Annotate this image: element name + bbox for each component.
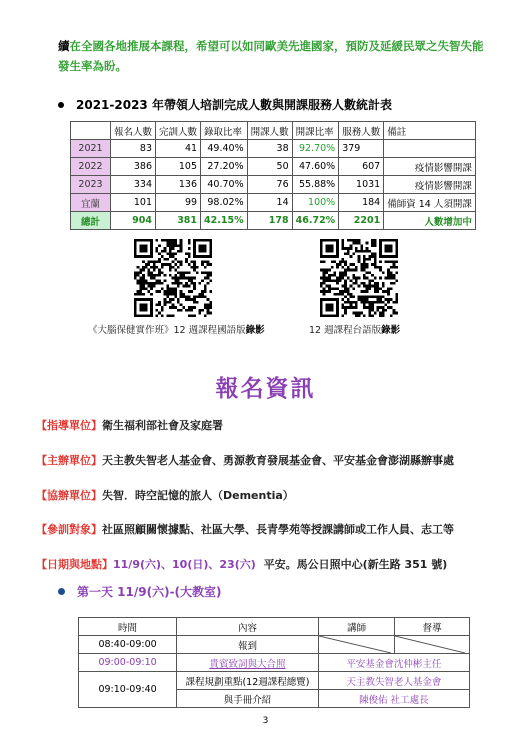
- cell: 41: [156, 140, 201, 158]
- info-place-value: 平安。馬公日照中心(新生路 351 號): [263, 558, 448, 571]
- table-row: [79, 654, 470, 672]
- info-tag: 【日期與地點】: [36, 558, 113, 571]
- cell: 178: [247, 212, 292, 230]
- cell: 課程規劃重點(12週課程總覽): [177, 672, 319, 690]
- cell: 83: [111, 140, 156, 158]
- row-label: 2022: [71, 158, 111, 176]
- info-tag: 【主辦單位】: [36, 454, 102, 467]
- cell: 334: [111, 176, 156, 194]
- cell: 09:00-09:10: [79, 654, 177, 672]
- schedule-table: [78, 617, 470, 708]
- cell: [384, 140, 476, 158]
- diagonal-line-icon: [395, 636, 465, 653]
- intro-text: 在全國各地推展本課程，希望可以如同歐美先進國家，預防及延緩民眾之失智失能發生率為盼。: [58, 39, 484, 73]
- table-row-total: [71, 212, 476, 230]
- table-row: [71, 140, 476, 158]
- stats-header-cell: 開課比率: [292, 122, 339, 140]
- cell: 疫情影響開課: [384, 158, 476, 176]
- qr-caption-bold: 錄影: [245, 325, 265, 336]
- cell: 09:10-09:40: [79, 672, 177, 708]
- cell: 98.02%: [201, 194, 248, 212]
- schedule-header-cell: 督導: [395, 618, 470, 636]
- qr-caption-bold: 錄影: [381, 325, 401, 336]
- cell: 381: [156, 212, 201, 230]
- schedule-header-cell: 內容: [177, 618, 319, 636]
- cell: 天主教失智老人基金會: [318, 672, 469, 690]
- stats-title-text: 2021-2023 年帶領人培訓完成人數與開課服務人數統計表: [76, 98, 392, 112]
- stats-header-cell: [71, 122, 111, 140]
- cell: 疫情影響開課: [384, 176, 476, 194]
- info-value: 社區照顧關懷據點、社區大學、長青學苑等授課講師或工作人員、志工等: [102, 523, 454, 536]
- page-number: 3: [262, 716, 269, 726]
- cell: 平安基金會沈仲彬主任: [318, 654, 469, 672]
- table-row: [71, 194, 476, 212]
- cell: 50: [247, 158, 292, 176]
- cell: 55.88%: [292, 176, 339, 194]
- cell: 與手冊介紹: [177, 690, 319, 708]
- bullet-icon: [58, 102, 64, 108]
- stats-header-cell: 開課人數: [247, 122, 292, 140]
- cell: 47.60%: [292, 158, 339, 176]
- cell: 607: [339, 158, 384, 176]
- info-date: [36, 556, 447, 572]
- schedule-header-row: [79, 618, 470, 636]
- stats-title: [58, 96, 392, 113]
- cell: 40.70%: [201, 176, 248, 194]
- row-label: 總計: [71, 212, 111, 230]
- cell: 46.72%: [292, 212, 339, 230]
- day1-title: [58, 583, 222, 600]
- diagonal-line-icon: [319, 636, 391, 653]
- cell: 1031: [339, 176, 384, 194]
- qr-code-icon: [320, 239, 398, 317]
- stats-header-cell: 報名人數: [111, 122, 156, 140]
- cell-diagonal: [318, 636, 395, 654]
- row-label: 宜蘭: [71, 194, 111, 212]
- qr-caption-taiwanese: [309, 322, 400, 336]
- cell: 136: [156, 176, 201, 194]
- stats-table: [70, 121, 476, 230]
- info-co: [36, 487, 294, 503]
- qr-code-taiwanese[interactable]: [320, 239, 398, 317]
- section-heading: 報名資訊: [215, 376, 316, 402]
- info-guide: [36, 417, 223, 433]
- stats-header-cell: 完訓人數: [156, 122, 201, 140]
- cell: 904: [111, 212, 156, 230]
- row-label: 2023: [71, 176, 111, 194]
- cell: 27.20%: [201, 158, 248, 176]
- cell: 陳俊佑 社工處長: [318, 690, 469, 708]
- intro-lead: 續: [58, 39, 70, 53]
- schedule-header-cell: 時間: [79, 618, 177, 636]
- cell: 386: [111, 158, 156, 176]
- table-row: [79, 636, 470, 654]
- stats-header-cell: 服務人數: [339, 122, 384, 140]
- schedule-header-cell: 講師: [318, 618, 395, 636]
- cell: 184: [339, 194, 384, 212]
- table-row: [71, 176, 476, 194]
- info-date-value: 11/9(六)、10(日)、23(六): [113, 558, 256, 571]
- cell: 14: [247, 194, 292, 212]
- stats-header-row: [71, 122, 476, 140]
- table-row: [79, 672, 470, 690]
- cell: 08:40-09:00: [79, 636, 177, 654]
- stats-header-cell: 錄取比率: [201, 122, 248, 140]
- info-tag: 【參訓對象】: [36, 523, 102, 536]
- cell: 379: [339, 140, 384, 158]
- info-tag: 【指導單位】: [36, 419, 102, 432]
- qr-caption-text: 《大腦保健實作班》12 週課程國語版: [88, 325, 246, 336]
- info-host: [36, 452, 454, 468]
- cell: 報到: [177, 636, 319, 654]
- table-row: [71, 158, 476, 176]
- cell: 42.15%: [201, 212, 248, 230]
- cell: 105: [156, 158, 201, 176]
- qr-caption-text: 12 週課程台語版: [309, 325, 382, 336]
- cell: 人數增加中: [384, 212, 476, 230]
- cell: 38: [247, 140, 292, 158]
- cell: 76: [247, 176, 292, 194]
- info-tag: 【協辦單位】: [36, 489, 102, 502]
- cell: 備師資 14 人須開課: [384, 194, 476, 212]
- cell: 49.40%: [201, 140, 248, 158]
- cell: 100%: [292, 194, 339, 212]
- cell: 2201: [339, 212, 384, 230]
- intro-paragraph: [58, 36, 488, 76]
- info-value: 失智．時空記憶的旅人（Dementia）: [102, 489, 294, 502]
- row-label: 2021: [71, 140, 111, 158]
- info-value: 天主教失智老人基金會、勇源教育發展基金會、平安基金會澎湖縣辦事處: [102, 454, 454, 467]
- info-value: 衛生福利部社會及家庭署: [102, 419, 223, 432]
- qr-caption-mandarin: [88, 322, 265, 336]
- cell: 貴賓致詞與大合照: [177, 654, 319, 672]
- cell-diagonal: [395, 636, 470, 654]
- bullet-icon: [58, 588, 65, 595]
- qr-code-mandarin[interactable]: [134, 239, 212, 317]
- info-target: [36, 521, 454, 537]
- cell: 101: [111, 194, 156, 212]
- stats-header-cell: 備註: [384, 122, 476, 140]
- cell: 99: [156, 194, 201, 212]
- qr-code-icon: [134, 239, 212, 317]
- day1-title-text: 第一天 11/9(六)-(大教室): [77, 585, 222, 599]
- cell: 92.70%: [292, 140, 339, 158]
